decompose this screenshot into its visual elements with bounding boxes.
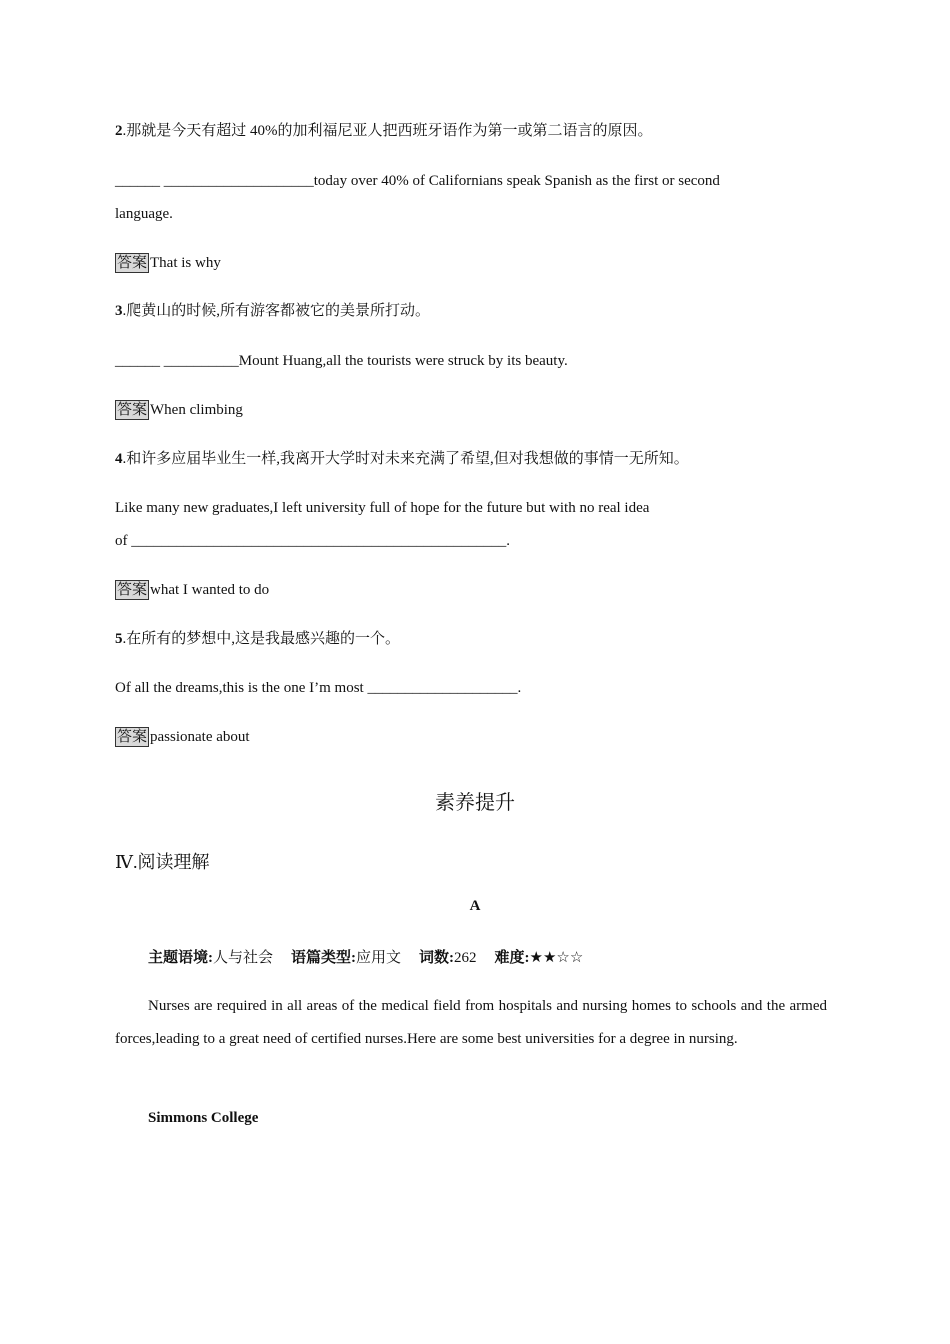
question-number: 4 — [115, 451, 123, 467]
question-number: 5 — [115, 631, 123, 647]
question-2-sentence-cont: language. — [115, 206, 173, 222]
sentence-prefix: of — [115, 533, 128, 549]
type-key: 语篇类型: — [291, 950, 357, 966]
blank: ____________________ — [367, 680, 518, 696]
question-4-sentence-cont — [115, 531, 510, 551]
question-2-sentence — [115, 171, 720, 191]
question-5-prompt — [115, 629, 400, 649]
question-number: 2 — [115, 123, 123, 139]
college-subheading: Simmons College — [148, 1110, 259, 1126]
passage-intro: Nurses are required in all areas of the medical field from hospitals and nursing homes to schools and the armed forces,leading to a great need of certified nurses.Here are some best universities for a degree in nursing. — [115, 998, 827, 1047]
section-title: 素养提升 — [435, 792, 515, 814]
answer-label-badge: 答案 — [117, 582, 148, 598]
difficulty-stars: ★★☆☆ — [529, 950, 584, 966]
question-text-zh: .那就是今天有超过 40%的加利福尼亚人把西班牙语作为第一或第二语言的原因。 — [122, 123, 653, 139]
answer-text: That is why — [150, 255, 221, 271]
reading-heading: Ⅳ.阅读理解 — [115, 852, 210, 872]
sentence-text: Mount Huang,all the tourists were struck by its beauty. — [238, 353, 568, 369]
answer-label-badge: 答案 — [117, 729, 148, 745]
question-4-sentence: Like many new graduates,I left university full of hope for the future but with no real idea — [115, 500, 650, 516]
blank-2: ____________________ — [163, 173, 314, 189]
question-5-answer — [115, 727, 250, 747]
theme-key: 主题语境: — [148, 950, 213, 966]
sentence-text: Of all the dreams,this is the one I’m most — [115, 680, 364, 696]
question-2-answer — [115, 253, 221, 273]
question-text-zh: .和许多应届毕业生一样,我离开大学时对未来充满了希望,但对我想做的事情一无所知。 — [122, 451, 689, 467]
word-count-value: 262 — [454, 950, 477, 966]
passage-label: A — [469, 898, 481, 914]
question-number: 3 — [115, 303, 123, 319]
question-2-prompt — [115, 121, 653, 141]
answer-text: what I wanted to do — [150, 582, 270, 598]
question-text-zh: .爬黄山的时候,所有游客都被它的美景所打动。 — [122, 303, 431, 319]
word-count-key: 词数: — [419, 950, 455, 966]
answer-label-badge: 答案 — [117, 255, 148, 271]
question-4-prompt — [115, 449, 689, 469]
answer-label-badge: 答案 — [117, 402, 148, 418]
blank-2: __________ — [163, 353, 239, 369]
difficulty-key: 难度: — [494, 950, 530, 966]
question-4-answer — [115, 580, 269, 600]
blank: __________________________________________________ — [131, 533, 507, 549]
blank-1: ______ — [115, 173, 160, 189]
type-value: 应用文 — [356, 950, 402, 966]
question-text-zh: .在所有的梦想中,这是我最感兴趣的一个。 — [122, 631, 401, 647]
question-5-sentence — [115, 678, 521, 698]
blank-1: ______ — [115, 353, 160, 369]
passage-meta — [148, 946, 583, 967]
question-3-prompt — [115, 301, 430, 321]
sentence-end: . — [517, 680, 522, 696]
answer-text: passionate about — [150, 729, 250, 745]
question-3-sentence — [115, 351, 568, 371]
question-3-answer — [115, 400, 243, 420]
sentence-end: . — [506, 533, 510, 549]
answer-text: When climbing — [150, 402, 243, 418]
theme-value: 人与社会 — [213, 950, 274, 966]
sentence-text: today over 40% of Californians speak Spanish as the first or second — [313, 173, 720, 189]
